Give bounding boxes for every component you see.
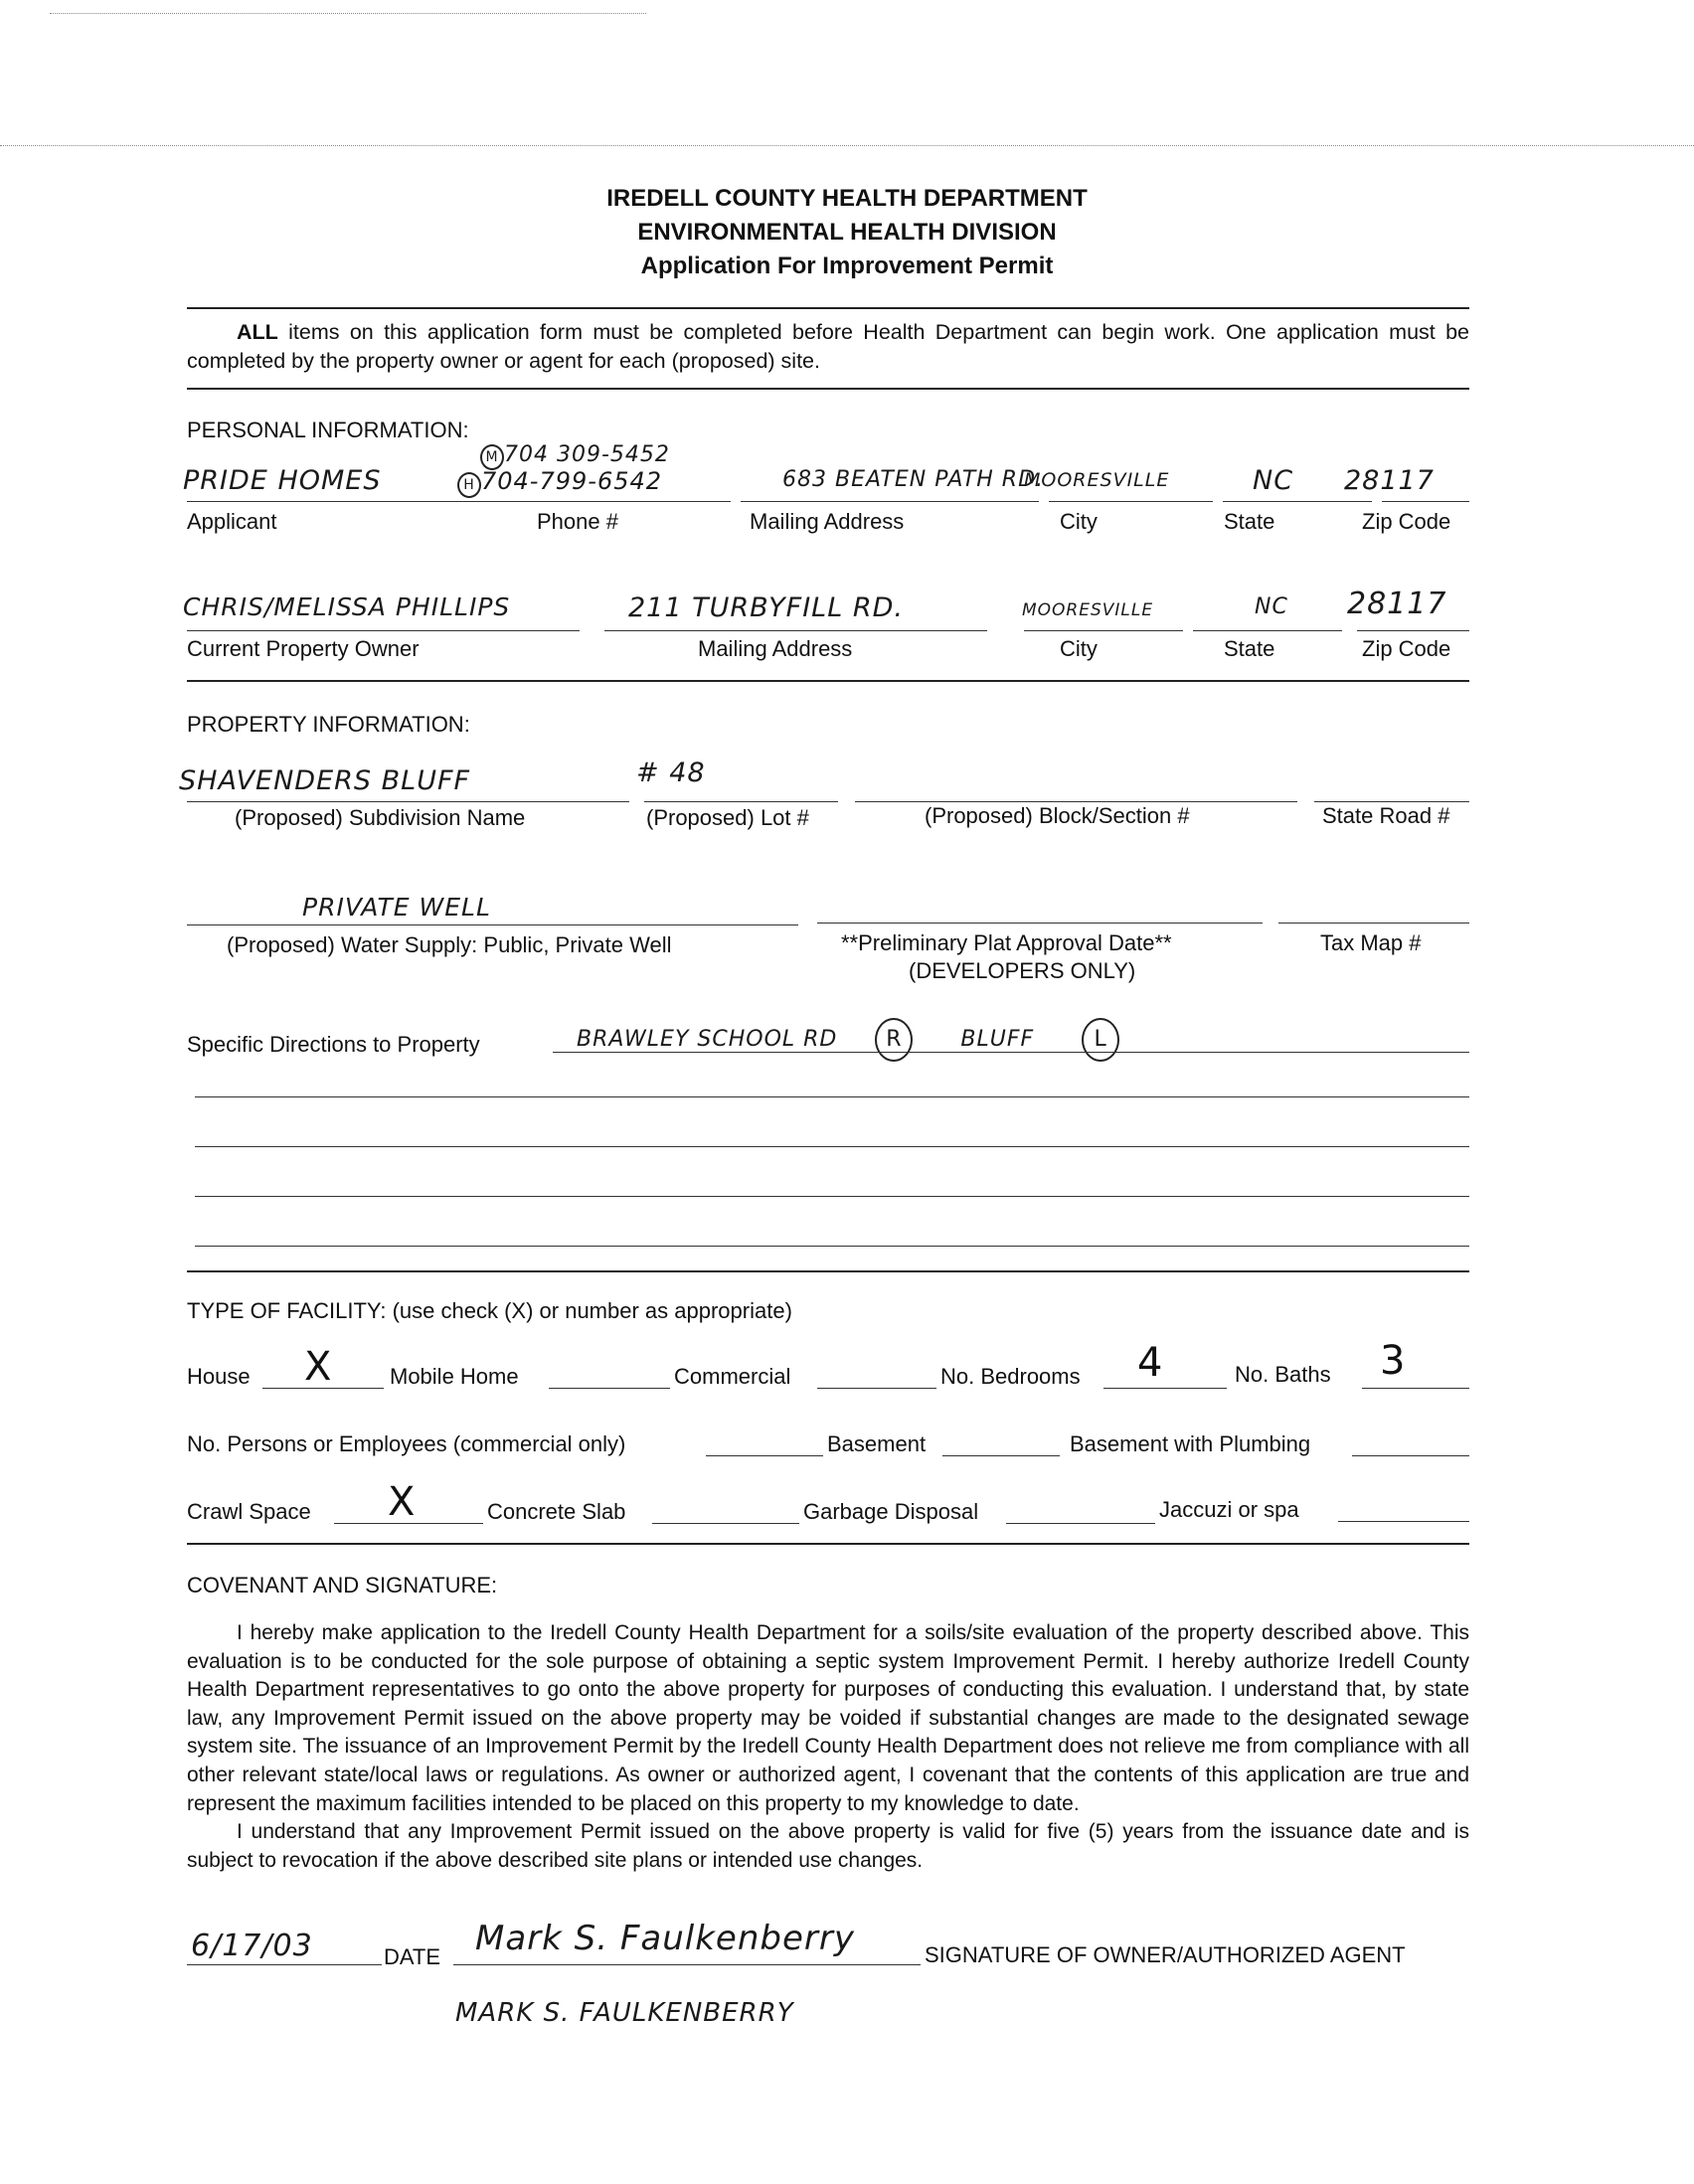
bedrooms-value[interactable]: 4	[1137, 1340, 1163, 1386]
field-underline	[187, 801, 629, 802]
section-property-heading: PROPERTY INFORMATION:	[187, 712, 470, 737]
field-underline	[187, 501, 530, 502]
lot-field[interactable]: # 48	[636, 757, 706, 788]
owner-city-field[interactable]: MOORESVILLE	[1022, 600, 1154, 620]
subdivision-field[interactable]: SHAVENDERS BLUFF	[179, 765, 471, 796]
home-marker: H	[457, 472, 481, 498]
section-facility-heading: TYPE OF FACILITY: (use check (X) or number as appropriate)	[187, 1298, 792, 1323]
label-garbage-disposal: Garbage Disposal	[803, 1499, 979, 1524]
label-owner-state: State	[1224, 636, 1275, 661]
covenant-paragraph-1: I hereby make application to the Iredell County Health Department for a soils/site evaluation of the property described above. This evaluation is to be conducted for the sole purpose of obtaining a septic system Improvement Permit. I hereby authorize Iredell County Health Department representatives to go onto the above property for purposes of conducting this evaluation. I understand that, by state law, any Improvement Permit issued on the above property may be voided if substantial changes are made to the designated sewage system site. The issuance of an Improvement Permit by the Iredell County Health Department does not relieve me from compliance with all other relevant state/local laws or regulations. As owner or authorized agent, I covenant that the contents of this application are true and represent the maximum facilities intended to be placed on this property to my knowledge to date.	[187, 1621, 1469, 1815]
date-field[interactable]: 6/17/03	[191, 1929, 313, 1963]
field-underline	[1362, 1388, 1469, 1389]
field-underline	[644, 801, 838, 802]
field-underline	[187, 630, 580, 631]
label-owner-zip: Zip Code	[1362, 636, 1451, 661]
label-lot: (Proposed) Lot #	[646, 805, 809, 830]
field-underline	[817, 923, 1263, 924]
label-state-road: State Road #	[1322, 803, 1450, 828]
label-current-owner: Current Property Owner	[187, 636, 420, 661]
applicant-city-field[interactable]: MOORESVILLE	[1024, 469, 1170, 491]
field-underline	[1278, 923, 1469, 924]
field-underline	[942, 1455, 1060, 1456]
header-department: IREDELL COUNTY HEALTH DEPARTMENT	[606, 185, 1088, 212]
label-persons-employees: No. Persons or Employees (commercial only)	[187, 1431, 626, 1456]
label-phone: Phone #	[537, 509, 618, 534]
scan-edge-dots	[50, 13, 646, 14]
covenant-text	[187, 1619, 1469, 1875]
owner-name-field[interactable]: CHRIS/MELISSA PHILLIPS	[183, 592, 511, 621]
field-underline	[1357, 630, 1469, 631]
label-state: State	[1224, 509, 1275, 534]
label-basement-plumbing: Basement with Plumbing	[1070, 1431, 1311, 1456]
divider	[187, 307, 1469, 309]
scan-edge-line	[0, 145, 1694, 146]
label-house: House	[187, 1364, 251, 1389]
applicant-name-field[interactable]: PRIDE HOMES	[183, 465, 382, 496]
phone-home-value: 704-799-6542	[481, 467, 663, 495]
applicant-phone-home[interactable]	[457, 467, 662, 498]
intro-bold: ALL	[237, 320, 278, 344]
owner-address-field[interactable]: 211 TURBYFILL RD.	[628, 592, 904, 623]
label-zip: Zip Code	[1362, 509, 1451, 534]
directions-line	[195, 1096, 1469, 1097]
section-personal-heading: PERSONAL INFORMATION:	[187, 418, 469, 442]
divider	[187, 388, 1469, 390]
directions-road2: BLUFF	[960, 1027, 1035, 1052]
intro-body: items on this application form must be completed before Health Department can begin work. One application must be completed by the property owner or agent for each (proposed) site.	[187, 320, 1469, 373]
applicant-zip-field[interactable]: 28117	[1344, 465, 1435, 496]
applicant-address-field[interactable]: 683 BEATEN PATH RD.	[782, 467, 1045, 492]
applicant-state-field[interactable]: NC	[1253, 465, 1294, 496]
field-underline	[1382, 501, 1469, 502]
label-signature: SIGNATURE OF OWNER/AUTHORIZED AGENT	[925, 1942, 1406, 1967]
applicant-phone-mobile[interactable]	[480, 442, 670, 470]
field-underline	[1049, 501, 1213, 502]
water-supply-field[interactable]: PRIVATE WELL	[302, 893, 491, 922]
covenant-paragraph-2: I understand that any Improvement Permit issued on the above property is valid for five (5) years from the issuance date and is subject to revocation if the above described site plans or intended use changes.	[187, 1820, 1469, 1872]
label-bedrooms: No. Bedrooms	[940, 1364, 1081, 1389]
label-city: City	[1060, 509, 1098, 534]
label-mobile-home: Mobile Home	[390, 1364, 519, 1389]
field-underline	[817, 1388, 936, 1389]
directions-line	[195, 1196, 1469, 1197]
field-underline	[187, 924, 798, 925]
label-subdivision: (Proposed) Subdivision Name	[235, 805, 526, 830]
label-commercial: Commercial	[674, 1364, 791, 1389]
directions-line	[195, 1146, 1469, 1147]
baths-value[interactable]: 3	[1380, 1338, 1406, 1384]
label-crawl-space: Crawl Space	[187, 1499, 311, 1524]
phone-mobile-value: 704 309-5452	[504, 442, 670, 467]
label-applicant: Applicant	[187, 509, 277, 534]
label-directions: Specific Directions to Property	[187, 1032, 480, 1057]
label-plat-date: **Preliminary Plat Approval Date**	[841, 930, 1172, 955]
printed-name: MARK S. FAULKENBERRY	[455, 1998, 794, 2028]
field-underline	[507, 501, 731, 502]
field-underline	[1223, 501, 1372, 502]
owner-state-field[interactable]: NC	[1255, 594, 1288, 619]
field-underline	[1352, 1455, 1469, 1456]
label-mailing-address: Mailing Address	[750, 509, 905, 534]
divider	[187, 680, 1469, 682]
divider	[187, 1270, 1469, 1272]
field-underline	[706, 1455, 823, 1456]
section-covenant-heading: COVENANT AND SIGNATURE:	[187, 1573, 498, 1597]
directions-turn1: R	[875, 1018, 913, 1062]
field-underline	[604, 630, 987, 631]
field-underline	[1103, 1388, 1227, 1389]
field-underline	[1024, 630, 1183, 631]
field-underline	[1314, 801, 1469, 802]
field-underline	[1193, 630, 1342, 631]
field-underline	[453, 1964, 921, 1965]
header-form-title: Application For Improvement Permit	[640, 252, 1054, 279]
field-underline	[1006, 1523, 1155, 1524]
directions-road1: BRAWLEY SCHOOL RD	[577, 1027, 838, 1052]
label-block-section: (Proposed) Block/Section #	[925, 803, 1190, 828]
label-developers-only: (DEVELOPERS ONLY)	[909, 958, 1136, 983]
header-division: ENVIRONMENTAL HEALTH DIVISION	[637, 219, 1057, 246]
crawl-space-check[interactable]: X	[388, 1479, 416, 1525]
label-owner-city: City	[1060, 636, 1098, 661]
directions-field[interactable]	[577, 1018, 1119, 1062]
field-underline	[553, 1052, 1469, 1053]
field-underline	[855, 801, 1297, 802]
field-underline	[652, 1523, 799, 1524]
mobile-marker: M	[480, 444, 504, 470]
directions-turn2: L	[1082, 1018, 1119, 1062]
directions-line	[195, 1246, 1469, 1247]
label-water-supply: (Proposed) Water Supply: Public, Private Well	[227, 932, 672, 957]
field-underline	[187, 1964, 382, 1965]
label-tax-map: Tax Map #	[1320, 930, 1422, 955]
label-jaccuzi: Jaccuzi or spa	[1159, 1497, 1299, 1522]
label-baths: No. Baths	[1235, 1362, 1331, 1387]
owner-zip-field[interactable]: 28117	[1347, 587, 1447, 621]
field-underline	[1338, 1521, 1469, 1522]
house-check[interactable]: X	[304, 1344, 332, 1390]
divider	[187, 1543, 1469, 1545]
signature-field[interactable]: Mark S. Faulkenberry	[475, 1919, 855, 1958]
intro-text	[187, 318, 1469, 375]
field-underline	[741, 501, 1039, 502]
label-basement: Basement	[827, 1431, 927, 1456]
label-date: DATE	[384, 1944, 441, 1969]
label-owner-address: Mailing Address	[698, 636, 853, 661]
label-concrete-slab: Concrete Slab	[487, 1499, 626, 1524]
field-underline	[549, 1388, 670, 1389]
